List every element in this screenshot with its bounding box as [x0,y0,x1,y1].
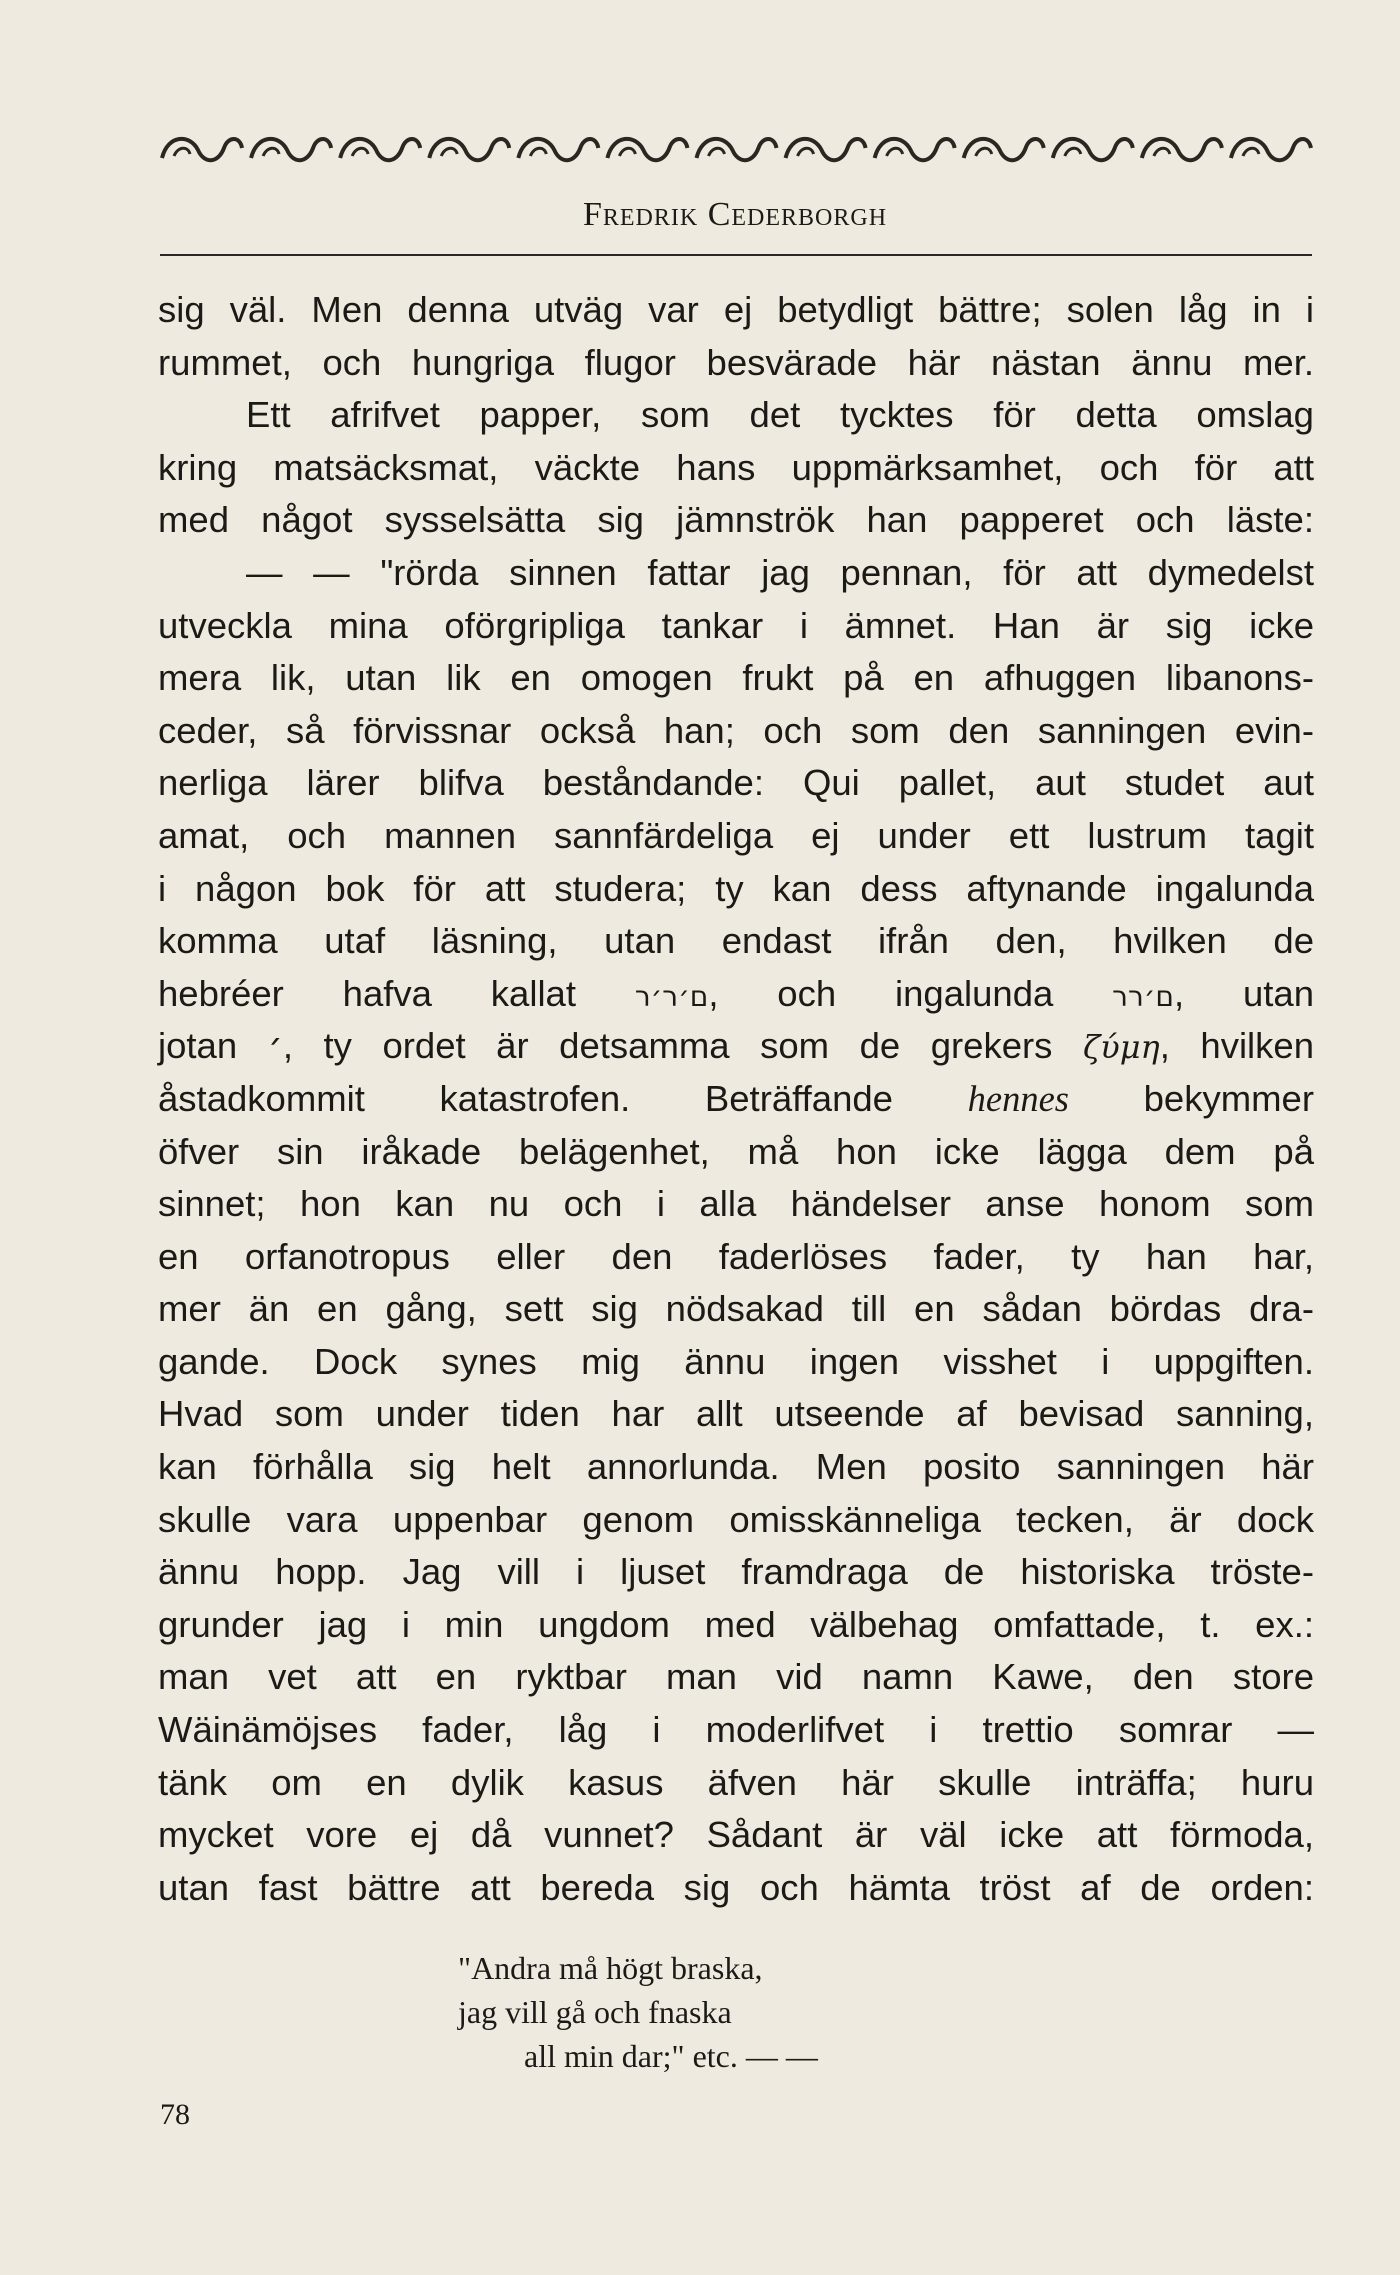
scroll-motif [875,139,955,160]
text-line: en orfanotropus eller den faderlöses fader, ty han har, [158,1235,1314,1277]
verse-line: jag vill gå och fnaska [458,1994,732,2030]
text-line: ceder, så förvissnar också han; och som den sanningen evin- [158,709,1314,751]
hebrew-word: ם׳ר׳ר [634,979,709,1013]
scroll-motif [1231,139,1311,160]
scroll-motif [964,139,1044,160]
scroll-motif [1053,139,1133,160]
text-line: hebréer hafva kallat ם׳ר׳ר, och ingalunda ם׳רר, utan [158,972,1315,1014]
body-text [158,284,1314,1914]
text-line: tänk om en dylik kasus äfven här skulle inträffa; huru [158,1761,1314,1803]
scroll-motif [518,139,598,160]
text-line: sinnet; hon kan nu och i alla händelser anse honom som [158,1183,1314,1225]
scroll-motif [696,139,776,160]
text-line: med något sysselsätta sig jämnströk han papperet och läste: [158,499,1314,541]
running-head: Fredrik Cederborgh [582,196,888,233]
greek-word: ζύμη [1082,1028,1160,1067]
text-line: utan fast bättre att bereda sig och hämta tröst af de orden: [158,1866,1314,1908]
text-line: mera lik, utan lik en omogen frukt på en afhuggen libanons- [158,657,1314,699]
scroll-motif [607,139,687,160]
text-line: öfver sin iråkade belägenhet, må hon icke lägga dem på [158,1130,1314,1172]
scroll-motif [340,139,420,160]
scroll-motif [1142,139,1222,160]
hebrew-mark: ׳ [267,1024,283,1068]
page-number: 78 [160,2098,190,2131]
text-line: gande. Dock synes mig ännu ingen visshet i uppgiften. [158,1340,1314,1382]
text-line: sig väl. Men denna utväg var ej betydligt bättre; solen låg in i [158,289,1314,330]
scroll-motif [429,139,509,160]
text-line: utveckla mina oförgripliga tankar i ämnet. Han är sig icke [158,604,1314,646]
text-line: kan förhålla sig helt annorlunda. Men posito sanningen här [158,1446,1314,1488]
text-line: Ett afrifvet papper, som det tycktes för detta omslag [246,394,1314,436]
text-line: — — "rörda sinnen fattar jag pennan, för att dymedelst [246,551,1314,593]
italic-word: hennes [967,1077,1069,1119]
text-line: nerliga lärer blifva beståndande: Qui pallet, aut studet aut [158,762,1314,804]
hebrew-word: ם׳רר [1112,979,1174,1013]
text-line: rummet, och hungriga flugor besvärade här nästan ännu mer. [158,341,1314,383]
text-line: mycket vore ej då vunnet? Sådant är väl icke att förmoda, [158,1814,1314,1856]
header-rule [160,254,1312,256]
scroll-motif [786,139,866,160]
scroll-motif [162,139,242,160]
scroll-motif [251,139,331,160]
text-line: Hvad som under tiden har allt utseende af bevisad sanning, [158,1393,1314,1435]
text-line: kring matsäcksmat, väckte hans uppmärksamhet, och för att [158,446,1314,488]
text-line: Wäinämöjses fader, låg i moderlifvet i trettio somrar — [158,1709,1314,1751]
text-line: man vet att en ryktbar man vid namn Kawe, den store [158,1656,1314,1698]
text-line: jotan ׳, ty ordet är detsamma som de grekers ζύμη, hvilken [158,1024,1315,1068]
text-line: mer än en gång, sett sig nödsakad till en sådan bördas dra- [158,1288,1314,1330]
verse-quote [458,1946,1018,2078]
text-line: komma utaf läsning, utan endast ifrån den, hvilken de [158,920,1314,962]
decorative-border-ornament [158,128,1316,172]
verse-line: "Andra må högt braska, [458,1950,763,1986]
text-line: skulle vara uppenbar genom omisskänneliga tecken, är dock [158,1498,1314,1540]
text-line: grunder jag i min ungdom med välbehag omfattade, t. ex.: [158,1603,1314,1645]
verse-line: all min dar;" etc. — — [524,2038,818,2074]
text-line: åstadkommit katastrofen. Beträffande hennes bekymmer [158,1077,1314,1119]
text-line: i någon bok för att studera; ty kan dess aftynande ingalunda [158,867,1314,909]
text-line: amat, och mannen sannfärdeliga ej under ett lustrum tagit [158,814,1314,856]
text-line: ännu hopp. Jag vill i ljuset framdraga de historiska tröste- [158,1551,1314,1593]
